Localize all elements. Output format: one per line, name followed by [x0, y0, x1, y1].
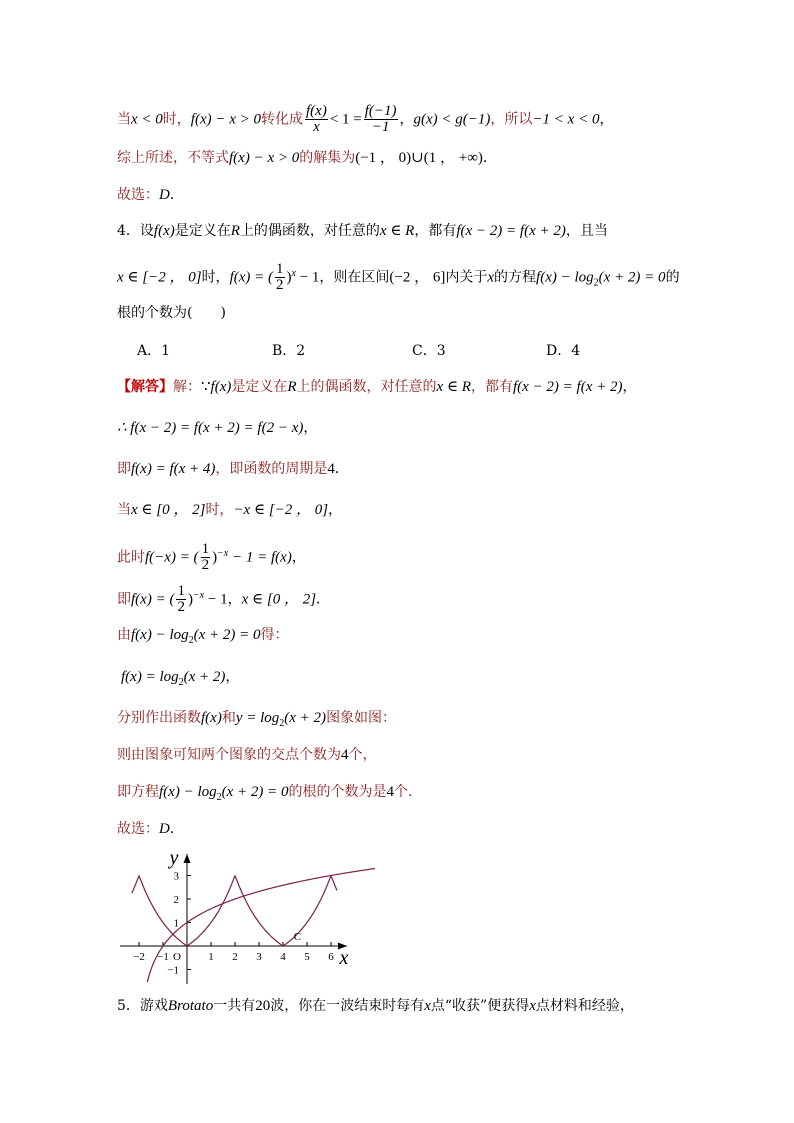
fraction-one-half-s6: $\frac{1}{2}$ [177, 583, 185, 615]
prev-solution-line-2: 综上所述，不等式f(x) − x > 0的解集为(−1 ， 0)∪(1 ， +∞)． [117, 150, 497, 166]
solution-line-11: 即方程$f(x) - \log_2(x + 2) = 0$的根的个数为是4个． [117, 784, 423, 803]
y-axis-label: y [169, 847, 179, 869]
fraction-f-neg1: $\frac{f(-1)}{-1}$ [364, 103, 397, 135]
origin-label: O [173, 951, 181, 963]
fx-branch-1 [132, 876, 187, 946]
x-tick-label: 2 [232, 951, 238, 963]
y-tick-label: −1 [167, 964, 179, 977]
y-tick-label: 3 [173, 870, 179, 883]
solution-line-3: 即f(x) = f(x + 4)，即函数的周期是4． [117, 461, 349, 477]
x-tick-label: 6 [328, 951, 334, 963]
solution-line-5: 此时f(−x) = ( $\frac{1}{2}$ )$^{-x}$ − 1 = f(x)， [117, 541, 306, 573]
function-graph [115, 846, 375, 986]
fraction-one-half-s5: $\frac{1}{2}$ [201, 541, 210, 573]
x-tick-label: 5 [304, 951, 310, 963]
solution-line-4: 当x ∈ [0 ， 2]时，−x ∈ [−2 ， 0]， [117, 502, 343, 518]
y-tick-label: 1 [173, 917, 179, 930]
x-tick-label: −2 [133, 951, 145, 963]
solution-line-8: $f(x) = \log_2(x + 2)$， [121, 669, 240, 688]
fx-branch-3 [235, 876, 283, 947]
option-d[interactable]: D．4 [546, 343, 581, 359]
solution-tag: 【解答】 [117, 379, 173, 395]
y-axis-arrow [184, 854, 191, 863]
fraction-fx-over-x: $\frac{f(x)}{x}$ [306, 103, 327, 135]
solution-line-10: 则由图象可知两个图象的交点个数为4个， [117, 747, 377, 763]
x-axis-label: x [339, 947, 349, 969]
solution-line-12: 故选：D． [117, 821, 184, 837]
option-c[interactable]: C．3 [412, 343, 446, 359]
fx-branch-4 [283, 876, 337, 946]
x-tick-label: −1 [157, 951, 169, 963]
x-tick-label: 3 [256, 951, 262, 963]
prev-answer-line: 故选：D． [117, 187, 184, 203]
option-b[interactable]: B．2 [272, 343, 306, 359]
option-a[interactable]: A．1 [137, 343, 171, 359]
fraction-one-half: $\frac{1}{2}$ [276, 261, 284, 293]
solution-line-2: ∴ f(x − 2) = f(x + 2) = f(2 − x)， [117, 420, 318, 436]
intersection-point-label: C [293, 931, 302, 943]
solution-line-1: 【解答】解：∵f(x)是定义在R上的偶函数，对任意的x ∈ R，都有f(x − 2) = f(x + 2)， [117, 379, 637, 395]
q4-line-2: x ∈ [−2 ， 0]时，f(x) = ( $\frac{1}{2}$ )$^x$ − 1，则在区间(−2 ， 6]内关于x的方程$f(x) - \log_2(x + 2) = 0$的 [117, 261, 680, 293]
q4-line-3: 根的个数为( ) [117, 305, 226, 321]
q4-line-1: 4．设f(x)是定义在R上的偶函数，对任意的x ∈ R，都有f(x − 2) = f(x + 2)，且当 [117, 223, 608, 239]
prev-solution-line-1: 当x < 0时，f(x) − x > 0转化成 $\frac{f(x)}{x}$ < 1 = $\frac{f(-1)}{-1}$ ，g(x) < g(−1)，所以−1 < x < 0， [117, 103, 614, 135]
fx-branch-2 [187, 876, 235, 947]
x-tick-label: 1 [208, 951, 214, 963]
y-tick-label: 2 [173, 894, 179, 906]
solution-line-7: 由$f(x) - \log_2(x + 2) = 0$得： [117, 627, 289, 646]
solution-line-6: 即f(x) = ( $\frac{1}{2}$ )$^{-x}$ − 1，x ∈ [0 ， 2]． [117, 583, 331, 615]
x-tick-label: 4 [280, 951, 286, 963]
solution-line-9: 分别作出函数f(x)和$y = \log_2(x + 2)$图象如图： [117, 710, 397, 729]
q5-line-1: 5．游戏Brotato一共有20波，你在一波结束时每有x点“收获”便获得x点材料和经验， [117, 998, 634, 1014]
